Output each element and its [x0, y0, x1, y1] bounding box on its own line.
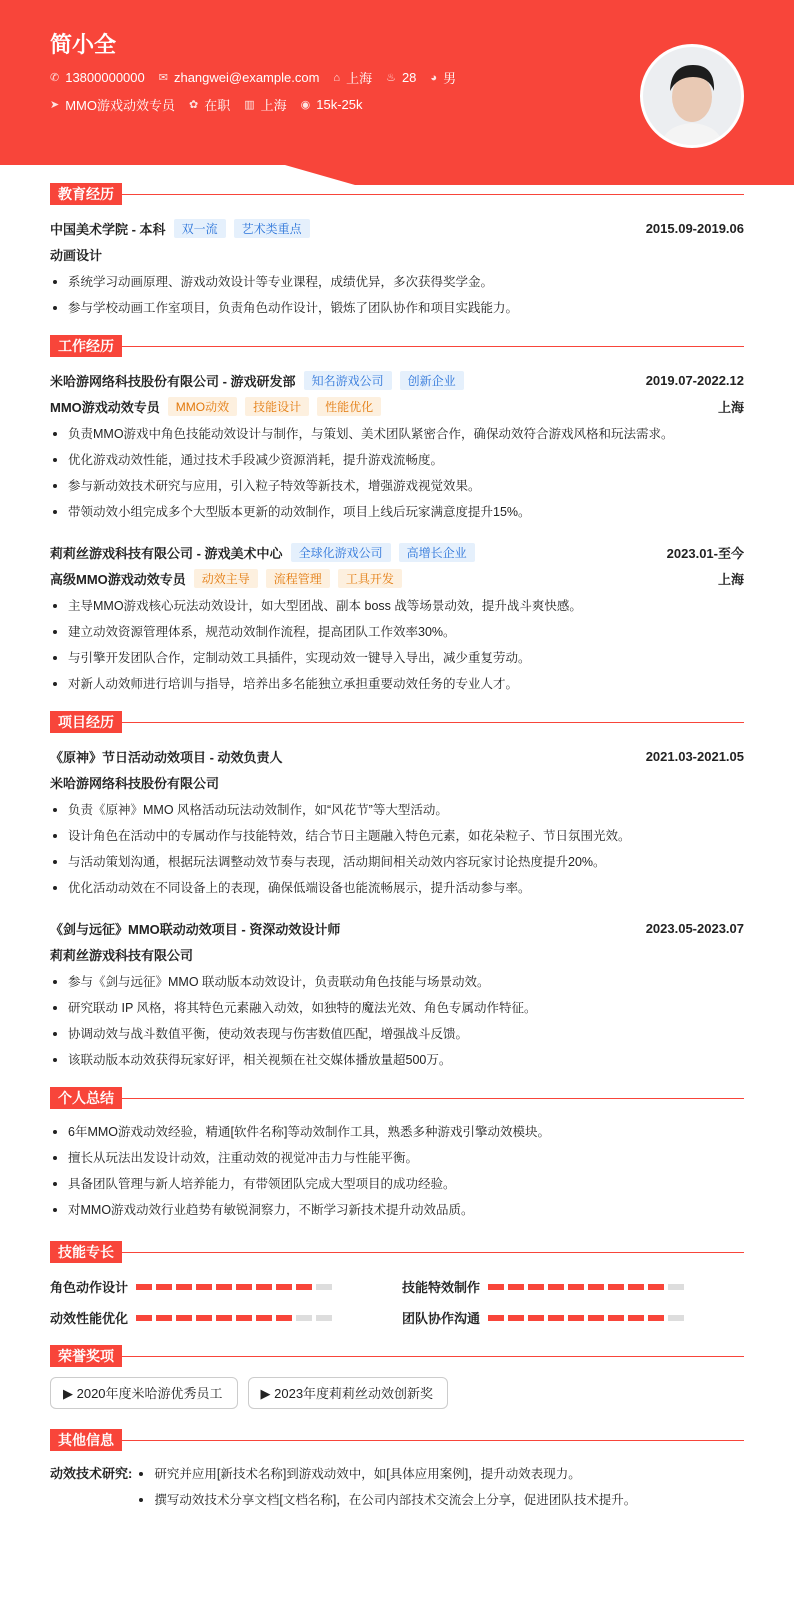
list-item: 带领动效小组完成多个大型版本更新的动效制作，项目上线后玩家满意度提升15%。: [50, 499, 744, 525]
tag: 动效主导: [194, 569, 258, 588]
skill-level-segment: [568, 1315, 584, 1321]
triangle-icon: ▶: [260, 1386, 275, 1401]
phone: 13800000000: [65, 70, 145, 85]
list-item: 建立动效资源管理体系，规范动效制作流程，提高团队工作效率30%。: [50, 619, 744, 645]
divider: [122, 1098, 744, 1099]
tag: 工具开发: [338, 569, 402, 588]
spacer: [50, 901, 744, 915]
skill-level-segment: [628, 1284, 644, 1290]
section-title: 工作经历: [50, 335, 122, 357]
awards-list: [50, 1377, 744, 1409]
building-icon: ▥: [244, 99, 255, 111]
list-item: 主导MMO游戏核心玩法动效设计，如大型团战、副本 boss 战等场景动效，提升战斗爽快感。: [50, 593, 744, 619]
work-role-row: [50, 565, 744, 591]
section-title: 个人总结: [50, 1087, 122, 1109]
summary-list: [50, 1119, 744, 1223]
skill-level-segment: [316, 1284, 332, 1290]
work-company-row: [50, 367, 744, 393]
job-intent-row: [50, 95, 363, 114]
list-item: 研究并应用[新技术名称]到游戏动效中，如[具体应用案例]，提升动效表现力。: [136, 1461, 636, 1487]
section-title: 荣誉奖项: [50, 1345, 122, 1367]
tag: 全球化游戏公司: [291, 543, 391, 562]
list-item: 对MMO游戏动效行业趋势有敏锐洞察力，不断学习新技术提升动效品质。: [50, 1197, 744, 1223]
work-role-row: [50, 393, 744, 419]
skill-level-segment: [568, 1284, 584, 1290]
tag: 艺术类重点: [234, 219, 310, 238]
avatar: [640, 44, 744, 148]
skill-level-segment: [176, 1315, 192, 1321]
project-name: 《原神》节日活动动效项目 - 动效负责人: [50, 749, 283, 765]
list-item: 系统学习动画原理、游戏动效设计等专业课程，成绩优异，多次获得奖学金。: [50, 269, 744, 295]
school: 中国美术学院 - 本科: [50, 221, 166, 237]
skill-level-segment: [528, 1284, 544, 1290]
list-item: 负责《原神》MMO 风格活动玩法动效制作，如“风花节”等大型活动。: [50, 797, 744, 823]
date: 2021.03-2021.05: [645, 748, 744, 764]
skill-item: [50, 1277, 402, 1296]
divider: [122, 1356, 744, 1357]
contact-row: [50, 68, 456, 87]
skill-level-segment: [256, 1315, 272, 1321]
tag: 技能设计: [245, 397, 309, 416]
skills-grid: [50, 1277, 744, 1327]
list-item: 优化游戏动效性能，通过技术手段减少资源消耗，提升游戏流畅度。: [50, 447, 744, 473]
other-label: 动效技术研究:: [50, 1466, 133, 1481]
tag: 创新企业: [400, 371, 464, 390]
project-name: 《剑与远征》MMO联动动效项目 - 资深动效设计师: [50, 921, 341, 937]
send-icon: ➤: [50, 99, 60, 111]
company-group: [50, 543, 475, 562]
skill-item: [402, 1277, 744, 1296]
age: 28: [401, 70, 417, 85]
skill-level-segment: [488, 1315, 504, 1321]
section-work-header: [50, 335, 744, 357]
section-summary-header: [50, 1087, 744, 1109]
list-item: 参与《剑与远征》MMO 联动版本动效设计，负责联动角色技能与场景动效。: [50, 969, 744, 995]
project-bullets: [50, 969, 744, 1073]
list-item: 与引擎开发团队合作，定制动效工具插件，实现动效一键导入导出，减少重复劳动。: [50, 645, 744, 671]
list-item: 参与新动效技术研究与应用，引入粒子特效等新技术，增强游戏视觉效果。: [50, 473, 744, 499]
skill-level-bar: [136, 1284, 332, 1290]
award-label: 2020年度米哈游优秀员工: [76, 1386, 223, 1401]
date: 2015.09-2019.06: [645, 220, 744, 236]
tag: MMO动效: [168, 397, 237, 416]
skill-level-bar: [488, 1284, 684, 1290]
phone-icon: ✆: [50, 72, 60, 84]
section-other-header: [50, 1429, 744, 1451]
skill-level-segment: [216, 1284, 232, 1290]
skill-level-segment: [296, 1284, 312, 1290]
skill-name: 团队协作沟通: [402, 1311, 481, 1326]
skill-level-segment: [588, 1315, 604, 1321]
list-item: 6年MMO游戏动效经验，精通[软件名称]等动效制作工具，熟悉多种游戏引擎动效模块。: [50, 1119, 744, 1145]
skill-item: [402, 1308, 744, 1327]
company-group: [50, 371, 464, 390]
skill-level-segment: [296, 1315, 312, 1321]
skill-level-segment: [588, 1284, 604, 1290]
skill-level-bar: [136, 1315, 332, 1321]
divider: [122, 346, 744, 347]
skill-level-segment: [608, 1284, 624, 1290]
skill-level-bar: [488, 1315, 684, 1321]
list-item: 协调动效与战斗数值平衡，使动效表现与伤害数值匹配，增强战斗反馈。: [50, 1021, 744, 1047]
divider: [122, 1252, 744, 1253]
skill-level-segment: [156, 1315, 172, 1321]
work-company-row: [50, 539, 744, 565]
status-icon: ✿: [189, 99, 199, 111]
section-title: 教育经历: [50, 183, 122, 205]
skill-level-segment: [548, 1284, 564, 1290]
skill-level-segment: [136, 1315, 152, 1321]
tag: 性能优化: [317, 397, 381, 416]
project-row: [50, 743, 744, 769]
role-group: [50, 569, 402, 588]
work-city: 上海: [717, 571, 744, 587]
list-item: 优化活动动效在不同设备上的表现，确保低端设备也能流畅展示，提升活动参与率。: [50, 875, 744, 901]
work-bullets: [50, 593, 744, 697]
tag: 双一流: [174, 219, 226, 238]
section-title: 项目经历: [50, 711, 122, 733]
role-group: [50, 397, 381, 416]
major: 动画设计: [50, 247, 103, 263]
other-info: [50, 1461, 744, 1513]
skill-level-segment: [136, 1284, 152, 1290]
list-item: 设计角色在活动中的专属动作与技能特效，结合节日主题融入特色元素，如花朵粒子、节日氛围光效。: [50, 823, 744, 849]
salary-icon: ◉: [300, 99, 311, 111]
date: 2023.01-至今: [666, 545, 744, 561]
skill-level-segment: [196, 1284, 212, 1290]
skill-level-segment: [508, 1284, 524, 1290]
project-company-row: [50, 769, 744, 795]
company: 莉莉丝游戏科技有限公司 - 游戏美术中心: [50, 545, 283, 561]
list-item: 该联动版本动效获得玩家好评，相关视频在社交媒体播放量超500万。: [50, 1047, 744, 1073]
work-city: 上海: [717, 399, 744, 415]
section-projects-header: [50, 711, 744, 733]
skill-level-segment: [668, 1315, 684, 1321]
skill-level-segment: [276, 1315, 292, 1321]
project-company: 莉莉丝游戏科技有限公司: [50, 947, 194, 963]
gender-icon: ◕: [430, 71, 438, 84]
resume-body: [50, 183, 744, 1513]
project-row: [50, 915, 744, 941]
skill-level-segment: [256, 1284, 272, 1290]
role: MMO游戏动效专员: [50, 399, 160, 415]
section-title: 技能专长: [50, 1241, 122, 1263]
section-education-header: [50, 183, 744, 205]
date: 2019.07-2022.12: [645, 372, 744, 388]
skill-level-segment: [648, 1284, 664, 1290]
work-city: 上海: [260, 98, 287, 113]
position: MMO游戏动效专员: [65, 98, 175, 113]
role: 高级MMO游戏动效专员: [50, 571, 186, 587]
skill-level-segment: [276, 1284, 292, 1290]
candidate-name: 简小全: [50, 32, 117, 57]
education-row: [50, 215, 744, 241]
skill-level-segment: [488, 1284, 504, 1290]
city: 上海: [346, 71, 373, 86]
skill-level-segment: [508, 1315, 524, 1321]
list-item: 对新人动效师进行培训与指导，培养出多名能独立承担重要动效任务的专业人才。: [50, 671, 744, 697]
skill-level-segment: [316, 1315, 332, 1321]
tag: 高增长企业: [399, 543, 475, 562]
skill-level-segment: [608, 1315, 624, 1321]
skill-level-segment: [196, 1315, 212, 1321]
list-item: 参与学校动画工作室项目，负责角色动作设计，锻炼了团队协作和项目实践能力。: [50, 295, 744, 321]
spacer: [50, 525, 744, 539]
list-item: 与活动策划沟通，根据玩法调整动效节奏与表现，活动期间相关动效内容玩家讨论热度提升20%。: [50, 849, 744, 875]
skill-level-segment: [216, 1315, 232, 1321]
cake-icon: ♨: [386, 72, 396, 84]
home-icon: ⌂: [333, 71, 341, 84]
skill-level-segment: [668, 1284, 684, 1290]
skill-level-segment: [236, 1284, 252, 1290]
spacer: [50, 1073, 744, 1087]
major-row: [50, 241, 744, 267]
list-item: 擅长从玩法出发设计动效，注重动效的视觉冲击力与性能平衡。: [50, 1145, 744, 1171]
section-awards-header: [50, 1345, 744, 1367]
skill-name: 角色动作设计: [50, 1280, 129, 1295]
award-label: 2023年度莉莉丝动效创新奖: [274, 1386, 434, 1401]
project-company: 米哈游网络科技股份有限公司: [50, 775, 220, 791]
company: 米哈游网络科技股份有限公司 - 游戏研发部: [50, 373, 296, 389]
triangle-icon: ▶: [63, 1386, 77, 1401]
skill-level-segment: [156, 1284, 172, 1290]
education-bullets: [50, 269, 744, 321]
divider: [122, 194, 744, 195]
skill-name: 技能特效制作: [402, 1280, 481, 1295]
project-company-row: [50, 941, 744, 967]
tag: 知名游戏公司: [304, 371, 392, 390]
skill-level-segment: [528, 1315, 544, 1321]
skill-level-segment: [648, 1315, 664, 1321]
list-item: 研究联动 IP 风格，将其特色元素融入动效，如独特的魔法光效、角色专属动作特征。: [50, 995, 744, 1021]
spacer: [50, 697, 744, 711]
section-skills-header: [50, 1241, 744, 1263]
mail-icon: ✉: [158, 72, 168, 84]
skill-level-segment: [548, 1315, 564, 1321]
project-bullets: [50, 797, 744, 901]
list-item: 负责MMO游戏中角色技能动效设计与制作，与策划、美术团队紧密合作，确保动效符合游戏风格和玩法需求。: [50, 421, 744, 447]
skill-name: 动效性能优化: [50, 1311, 129, 1326]
award-item: [248, 1377, 449, 1409]
email: zhangwei@example.com: [173, 70, 320, 85]
skill-level-segment: [176, 1284, 192, 1290]
divider: [122, 1440, 744, 1441]
salary: 15k-25k: [316, 97, 363, 112]
section-title: 其他信息: [50, 1429, 122, 1451]
gender: 男: [443, 71, 457, 86]
date: 2023.05-2023.07: [645, 920, 744, 936]
list-item: 具备团队管理与新人培养能力，有带领团队完成大型项目的成功经验。: [50, 1171, 744, 1197]
work-bullets: [50, 421, 744, 525]
skill-level-segment: [236, 1315, 252, 1321]
award-item: [50, 1377, 238, 1409]
skill-item: [50, 1308, 402, 1327]
skill-level-segment: [628, 1315, 644, 1321]
status: 在职: [204, 98, 231, 113]
list-item: 撰写动效技术分享文档[文档名称]，在公司内部技术交流会上分享，促进团队技术提升。: [136, 1487, 636, 1513]
tag: 流程管理: [266, 569, 330, 588]
divider: [122, 722, 744, 723]
